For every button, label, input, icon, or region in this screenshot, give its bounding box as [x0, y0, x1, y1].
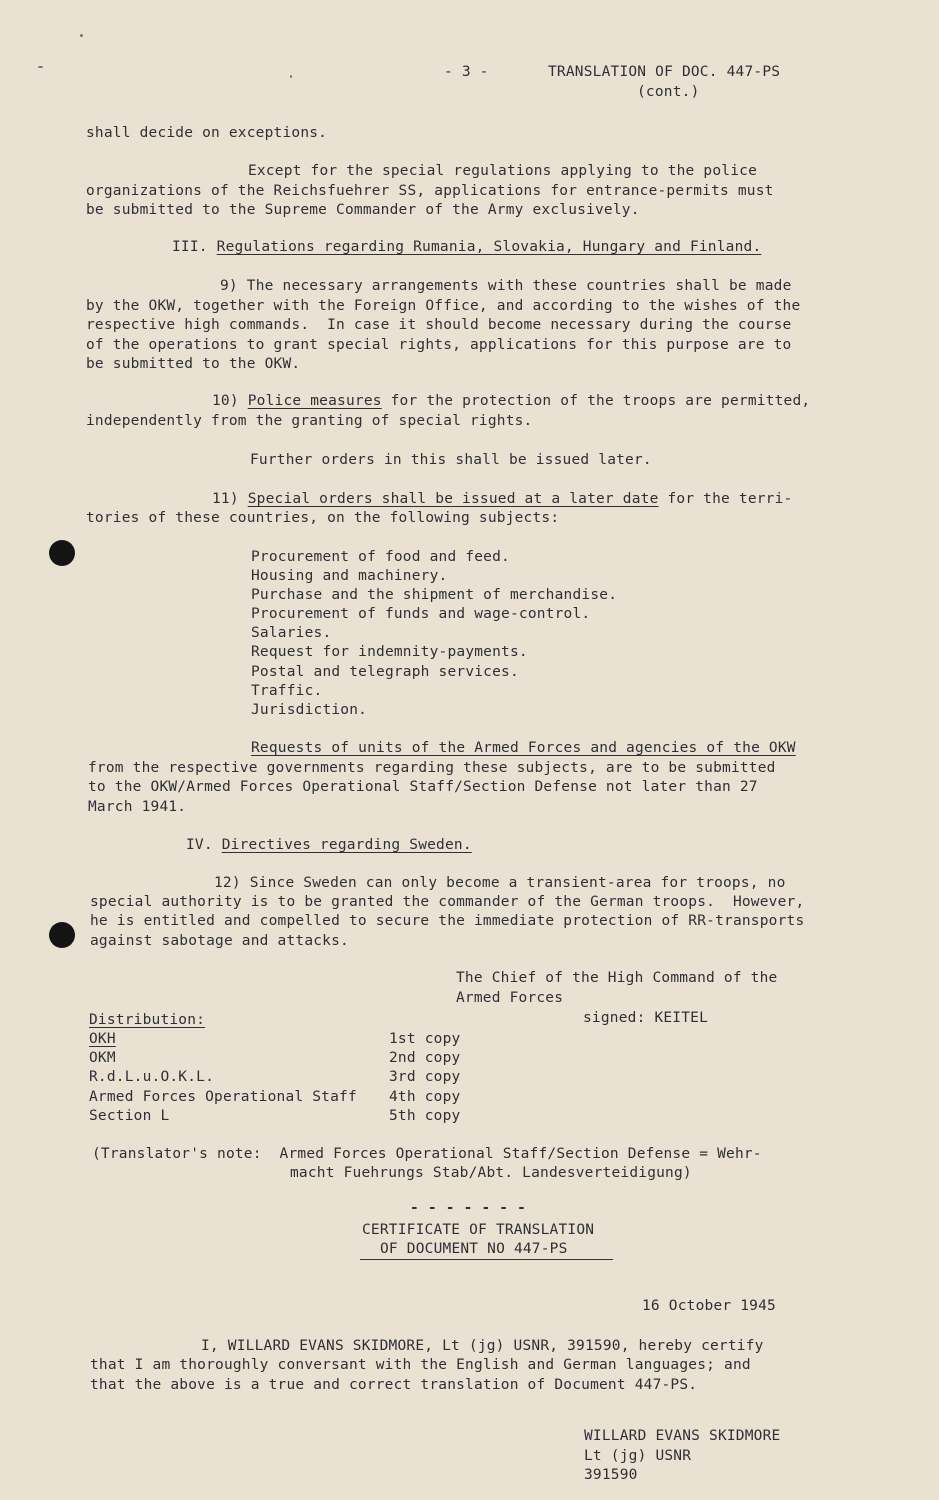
- paragraph-line: organizations of the Reichsfuehrer SS, applications for entrance-permits must: [86, 183, 774, 199]
- list-item: Jurisdiction.: [251, 702, 368, 718]
- paragraph-text: for the protection of the troops are permitted,: [390, 393, 811, 409]
- continued-label: (cont.): [637, 84, 700, 100]
- certificate-date: 16 October 1945: [642, 1298, 776, 1314]
- signature-line: The Chief of the High Command of the: [456, 970, 778, 986]
- page-number: - 3 -: [444, 64, 489, 80]
- certificate-text-line: that the above is a true and correct translation of Document 447-PS.: [90, 1377, 698, 1393]
- certificate-text-line: I, WILLARD EVANS SKIDMORE, Lt (jg) USNR, 391590, hereby certify: [201, 1338, 764, 1354]
- punch-hole: [49, 922, 75, 948]
- paragraph-line: by the OKW, together with the Foreign Office, and according to the wishes of the: [86, 298, 801, 314]
- certificate-title: CERTIFICATE OF TRANSLATION: [362, 1222, 595, 1238]
- distribution-copy: 2nd copy: [389, 1050, 461, 1066]
- document-title: TRANSLATION OF DOC. 447-PS: [548, 64, 781, 80]
- paragraph-line: Further orders in this shall be issued later.: [250, 452, 652, 468]
- distribution-copy: 4th copy: [389, 1089, 461, 1105]
- translator-note-line: (Translator's note: Armed Forces Operational Staff/Section Defense = Wehr-: [92, 1146, 762, 1162]
- paper-speck: [80, 34, 83, 37]
- paragraph-number: 11): [212, 491, 239, 507]
- punch-hole: [49, 540, 75, 566]
- section-number: III.: [172, 239, 208, 255]
- paragraph-line: tories of these countries, on the following subjects:: [86, 510, 560, 526]
- distribution-unit: OKM: [89, 1050, 116, 1066]
- list-item: Postal and telegraph services.: [251, 664, 519, 680]
- distribution-unit: Armed Forces Operational Staff: [89, 1089, 357, 1105]
- signer-number: 391590: [584, 1467, 638, 1483]
- paragraph-line: from the respective governments regarding these subjects, are to be submitted: [88, 760, 776, 776]
- list-item: Procurement of food and feed.: [251, 549, 510, 565]
- paragraph-line: [212, 490, 792, 509]
- paragraph-line: March 1941.: [88, 799, 187, 815]
- distribution-unit: R.d.L.u.O.K.L.: [89, 1069, 215, 1085]
- paragraph-line: shall decide on exceptions.: [86, 125, 328, 141]
- paragraph-number: 10): [212, 393, 239, 409]
- paragraph-line: be submitted to the Supreme Commander of the Army exclusively.: [86, 202, 640, 218]
- certificate-underline: [360, 1259, 613, 1260]
- list-item: Traffic.: [251, 683, 323, 699]
- signer-rank: Lt (jg) USNR: [584, 1448, 692, 1464]
- separator: - - - - - - -: [410, 1200, 527, 1216]
- paragraph-text: for the terri-: [667, 491, 793, 507]
- paragraph-line: Except for the special regulations applying to the police: [248, 163, 757, 179]
- distribution-unit: Section L: [89, 1108, 170, 1124]
- list-item: Housing and machinery.: [251, 568, 448, 584]
- paragraph-line: Requests of units of the Armed Forces and agencies of the OKW: [251, 740, 796, 756]
- paragraph-line: be submitted to the OKW.: [86, 356, 301, 372]
- distribution-copy: 3rd copy: [389, 1069, 461, 1085]
- distribution-copy: 5th copy: [389, 1108, 461, 1124]
- paragraph-line: against sabotage and attacks.: [90, 933, 349, 949]
- paragraph-line: of the operations to grant special rights, applications for this purpose are to: [86, 337, 792, 353]
- paper-speck: [290, 75, 292, 78]
- signed-keitel: signed: KEITEL: [583, 1010, 709, 1026]
- distribution-label: Distribution:: [89, 1012, 206, 1028]
- paper-speck: [38, 66, 43, 68]
- paragraph-line: respective high commands. In case it should become necessary during the course: [86, 317, 792, 333]
- underlined-phrase: Police measures: [247, 393, 382, 409]
- signer-name: WILLARD EVANS SKIDMORE: [584, 1428, 781, 1444]
- distribution-copy: 1st copy: [389, 1031, 461, 1047]
- list-item: Purchase and the shipment of merchandise.: [251, 587, 618, 603]
- list-item: Salaries.: [251, 625, 332, 641]
- list-item: Request for indemnity-payments.: [251, 644, 528, 660]
- certificate-subtitle: OF DOCUMENT NO 447-PS: [380, 1241, 568, 1257]
- section-heading-3: [172, 238, 761, 257]
- section-number: IV.: [186, 837, 213, 853]
- paragraph-line: independently from the granting of special rights.: [86, 413, 533, 429]
- underlined-phrase: Special orders shall be issued at a later date: [247, 491, 659, 507]
- paragraph-line: special authority is to be granted the commander of the German troops. However,: [90, 894, 805, 910]
- distribution-unit: OKH: [89, 1031, 116, 1047]
- list-item: Procurement of funds and wage-control.: [251, 606, 591, 622]
- paragraph-line: 12) Since Sweden can only become a transient-area for troops, no: [214, 875, 786, 891]
- paragraph-line: [212, 392, 810, 411]
- certificate-text-line: that I am thoroughly conversant with the English and German languages; and: [90, 1357, 751, 1373]
- signature-line: Armed Forces: [456, 990, 564, 1006]
- paragraph-line: to the OKW/Armed Forces Operational Staff/Section Defense not later than 27: [88, 779, 758, 795]
- paragraph-line: he is entitled and compelled to secure the immediate protection of RR-transports: [90, 913, 805, 929]
- paragraph-line: 9) The necessary arrangements with these countries shall be made: [220, 278, 792, 294]
- translator-note-line: macht Fuehrungs Stab/Abt. Landesverteidigung): [290, 1165, 692, 1181]
- section-heading-4: [186, 836, 472, 855]
- section-title: Regulations regarding Rumania, Slovakia, Hungary and Finland.: [216, 239, 762, 255]
- section-title: Directives regarding Sweden.: [221, 837, 472, 853]
